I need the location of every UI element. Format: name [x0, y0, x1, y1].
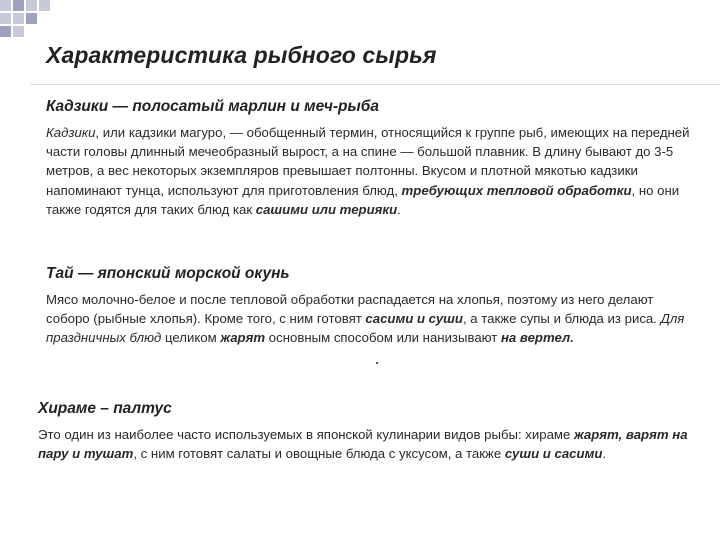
- deco-square: [26, 0, 37, 11]
- text-run: Для праздничных блюд: [46, 311, 685, 346]
- text-run: требующих тепловой обработки: [401, 182, 632, 198]
- deco-square: [13, 0, 24, 11]
- section-heading: Тай — японский морской окунь: [46, 265, 290, 282]
- section-kajiki: [46, 98, 696, 219]
- section-heading: Кадзики — полосатый марлин и меч-рыба: [46, 98, 379, 115]
- section-heading: Хираме – палтус: [38, 400, 172, 417]
- text-run: сашими или терияки: [255, 201, 398, 217]
- text-run: , но они также годятся для таких блюд как: [46, 182, 680, 217]
- section-hirame: [38, 400, 698, 463]
- section-body: [38, 425, 698, 463]
- stray-dot: [376, 362, 378, 364]
- deco-square: [0, 0, 11, 11]
- section-tai: [46, 265, 696, 348]
- text-run: .: [397, 201, 401, 217]
- deco-square: [26, 13, 37, 24]
- text-run: сасими и суши: [365, 311, 463, 327]
- text-run: суши и сасими: [504, 446, 603, 462]
- text-run: жарят, варят на пару и тушат: [38, 427, 688, 462]
- text-run: , или кадзики магуро, — обобщенный термин, относящийся к группе рыб, имеющих на передней части головы длинный мечеобразный вырост, а на спине — большой плавник. В длину бывают до 3-5 метров, а вес некоторых экземпляров превышает полтонны. Вкусом и плотной мякотью кадзики напоминают тунца, используют для приготовления блюд,: [46, 125, 690, 198]
- text-run: на вертел.: [500, 330, 574, 346]
- deco-square: [0, 26, 11, 37]
- text-run: .: [602, 446, 607, 462]
- deco-square: [39, 0, 50, 11]
- text-run: , а также супы и блюда из риса.: [462, 311, 661, 327]
- text-run: Кадзики: [46, 125, 96, 140]
- title-divider: [30, 84, 720, 85]
- deco-square: [13, 26, 24, 37]
- text-run: жарят: [220, 330, 266, 346]
- text-run: , с ним готовят салаты и овощные блюда с уксусом, а также: [133, 446, 505, 462]
- text-run: целиком: [161, 330, 221, 346]
- section-body: [46, 123, 696, 219]
- deco-square: [13, 13, 24, 24]
- deco-square: [0, 13, 11, 24]
- slide-title: Характеристика рыбного сырья: [46, 42, 437, 68]
- text-run: Это один из наиболее часто используемых в японской кулинарии видов рыбы: хираме: [38, 427, 574, 442]
- section-body: [46, 290, 696, 348]
- text-run: основным способом или нанизывают: [265, 330, 501, 346]
- text-run: Мясо молочно-белое и после тепловой обработки распадается на хлопья, поэтому из него делают соборо (рыбные хлопья). Кроме того, с ним готовят: [46, 292, 654, 327]
